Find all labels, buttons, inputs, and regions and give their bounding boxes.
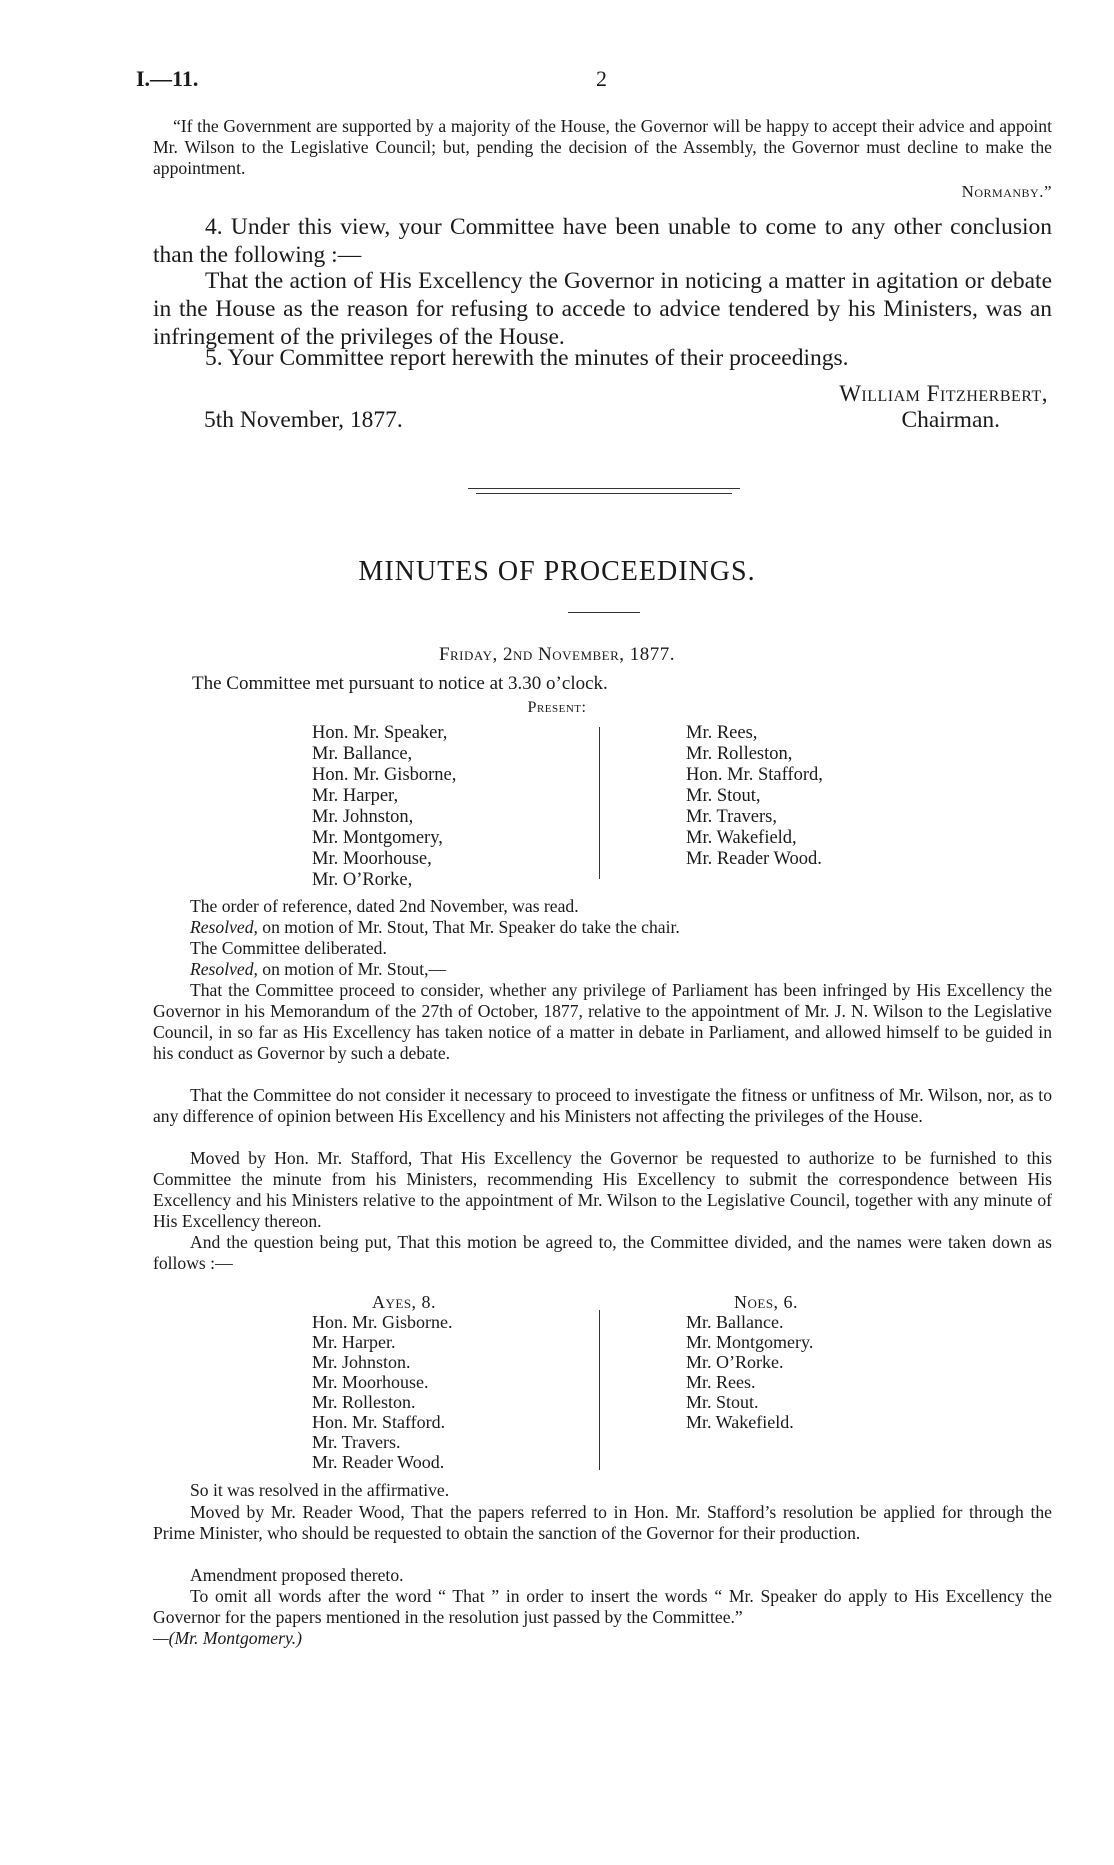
resolution-chair — [190, 917, 680, 938]
present-list-right — [686, 723, 823, 870]
decorative-rule — [476, 493, 732, 494]
amendment-proposed: Amendment proposed thereto. — [190, 1565, 404, 1585]
member-name: Mr. Rolleston, — [686, 744, 793, 764]
member-name: Mr. Harper, — [312, 786, 399, 806]
report-date: 5th November, 1877. — [204, 407, 403, 433]
paragraph-4: 4. Under this view, your Committee have been unable to come to any other conclusion than the following :— — [153, 214, 1052, 268]
resolution-fitness: That the Committee do not consider it necessary to proceed to investigate the fitness or unfitness of Mr. Wilson, nor, as to any difference of opinion between His Excellency and his Ministers not affecting the privileges of the House. — [153, 1085, 1052, 1126]
member-name: Mr. Ballance, — [312, 744, 413, 764]
member-name: Hon. Mr. Gisborne, — [312, 765, 457, 785]
member-name: Mr. Travers. — [312, 1432, 401, 1452]
decorative-rule — [468, 488, 740, 489]
member-name: Hon. Mr. Speaker, — [312, 723, 448, 743]
member-name: Mr. Rees. — [686, 1372, 756, 1392]
paragraph-5: 5. Your Committee report herewith the minutes of their proceedings. — [205, 345, 849, 371]
ayes-list — [312, 1292, 453, 1472]
amendment-text: To omit all words after the word “ That ” in order to insert the words “ Mr. Speaker do apply to His Excellency the Governor for the papers mentioned in the resolution just passed by the Committee.” — [153, 1586, 1052, 1627]
member-name: Mr. Stout. — [686, 1392, 759, 1412]
resolution-privilege: That the Committee proceed to consider, whether any privilege of Parliament has been infringed by His Excellency the Governor in his Memorandum of the 27th of October, 1877, relative to the appointment of Mr. J. N. Wilson to the Legislative Council, in so far as His Excellency has taken notice of a matter in debate in Parliament, and allowed himself to be guided in his conduct as Governor by such a debate. — [153, 980, 1052, 1063]
noes-label: Noes, 6. — [734, 1292, 799, 1312]
signatory-name: William Fitzherbert, — [839, 381, 1048, 406]
document-reference: I.—11. — [136, 66, 199, 91]
present-list-left — [312, 723, 456, 891]
affirmative-result: So it was resolved in the affirmative. — [190, 1480, 450, 1500]
member-name: Mr. Reader Wood. — [686, 849, 822, 869]
member-name: Mr. Johnston. — [312, 1352, 411, 1372]
member-name: Mr. O’Rorke. — [686, 1352, 784, 1372]
member-name: Hon. Mr. Stafford, — [686, 765, 823, 785]
member-name: Mr. Harper. — [312, 1332, 396, 1352]
member-name: Mr. Stout, — [686, 786, 761, 806]
present-label: Present: — [527, 699, 587, 716]
motion-stafford: Moved by Hon. Mr. Stafford, That His Excellency the Governor be requested to authorize to be furnished to this Committee the minute from his Ministers, recommending His Excellency to submit the correspondence between His Excellency and his Ministers relative to the appointment of Mr. Wilson to the Legislative Council, together with any minute of His Excellency thereon. — [153, 1148, 1052, 1231]
column-divider — [599, 727, 600, 879]
motion-reader-wood: Moved by Mr. Reader Wood, That the papers referred to in Hon. Mr. Stafford’s resolution be applied for through the Prime Minister, who should be requested to obtain the sanction of the Governor for their production. — [153, 1502, 1052, 1543]
member-name: Mr. O’Rorke, — [312, 870, 413, 890]
resolved-label: Resolved, — [190, 959, 258, 979]
resolution-text: on motion of Mr. Stout,— — [257, 959, 447, 979]
member-name: Mr. Reader Wood. — [312, 1452, 445, 1472]
question-put: And the question being put, That this motion be agreed to, the Committee divided, and the names were taken down as follows :— — [153, 1232, 1052, 1273]
committee-deliberated: The Committee deliberated. — [190, 938, 387, 958]
column-divider — [599, 1310, 600, 1470]
signatory-role: Chairman. — [901, 407, 1000, 433]
conclusion-paragraph: That the action of His Excellency the Governor in noticing a matter in agitation or debate in the House as the reason for refusing to accede to advice tendered by his Ministers, was an infringement of the privileges of the House. — [153, 268, 1052, 350]
member-name: Mr. Ballance. — [686, 1312, 784, 1332]
member-name: Mr. Wakefield, — [686, 828, 797, 848]
member-name: Mr. Travers, — [686, 807, 777, 827]
meeting-date: Friday, 2nd November, 1877. — [438, 644, 676, 665]
order-of-reference: The order of reference, dated 2nd November, was read. — [190, 896, 579, 916]
quoted-letter: “If the Government are supported by a majority of the House, the Governor will be happy to accept their advice and appoint Mr. Wilson to the Legislative Council; but, pending the decision of the Assembly, the Governor must decline to make the appointment. — [153, 116, 1052, 178]
member-name: Mr. Rolleston. — [312, 1392, 416, 1412]
member-name: Mr. Montgomery. — [686, 1332, 814, 1352]
ayes-label: Ayes, 8. — [372, 1292, 437, 1312]
amendment-attribution: —(Mr. Montgomery.) — [153, 1628, 303, 1648]
resolution-stout — [190, 959, 446, 980]
member-name: Mr. Wakefield. — [686, 1412, 794, 1432]
member-name: Hon. Mr. Stafford. — [312, 1412, 446, 1432]
minutes-title: MINUTES OF PROCEEDINGS. — [358, 556, 756, 587]
member-name: Mr. Rees, — [686, 723, 758, 743]
title-underline — [568, 612, 640, 613]
noes-list — [686, 1292, 813, 1432]
page-number: 2 — [596, 66, 607, 91]
member-name: Mr. Moorhouse, — [312, 849, 432, 869]
meeting-notice: The Committee met pursuant to notice at 3.30 o’clock. — [192, 673, 608, 694]
member-name: Hon. Mr. Gisborne. — [312, 1312, 453, 1332]
resolution-text: on motion of Mr. Stout, That Mr. Speaker do take the chair. — [257, 917, 680, 937]
resolved-label: Resolved, — [190, 917, 258, 937]
member-name: Mr. Moorhouse. — [312, 1372, 429, 1392]
letter-signature: Normanby.” — [961, 182, 1052, 201]
member-name: Mr. Johnston, — [312, 807, 414, 827]
member-name: Mr. Montgomery, — [312, 828, 443, 848]
